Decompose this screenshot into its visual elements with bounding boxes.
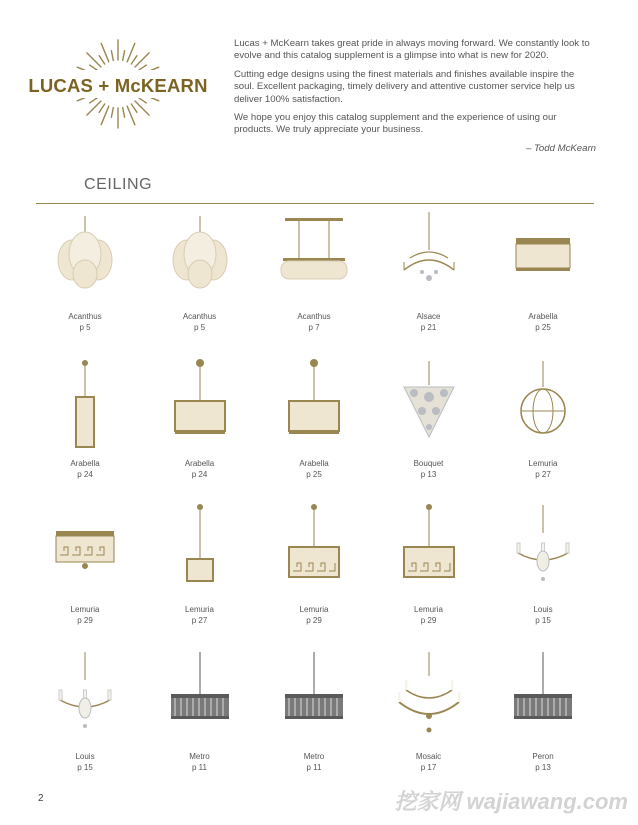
product-name: Arabella <box>184 458 215 468</box>
product-card <box>488 210 598 350</box>
product-page: p 27 <box>535 469 551 479</box>
product-card <box>488 503 598 643</box>
product-page: p 5 <box>79 323 91 332</box>
product-card <box>145 357 255 497</box>
product-card <box>30 650 140 790</box>
product-page: p 24 <box>191 469 208 479</box>
product-page: p 29 <box>306 616 322 625</box>
product-page: p 24 <box>77 469 93 479</box>
product-card <box>259 503 369 643</box>
product-page: p 13 <box>535 762 551 772</box>
product-name: Louis <box>533 605 553 614</box>
product-page: p 11 <box>306 762 322 772</box>
product-card <box>30 503 140 643</box>
product-card <box>145 210 255 350</box>
page-number: 2 <box>38 793 44 804</box>
product-card <box>145 650 255 790</box>
product-name: Lemuria <box>185 605 214 614</box>
product-name: Metro <box>303 751 325 761</box>
product-name: Lemuria <box>414 605 443 614</box>
product-name: Acanthus <box>182 312 217 321</box>
product-page: p 25 <box>306 469 322 479</box>
brand-logo <box>28 38 208 134</box>
product-card <box>374 210 484 350</box>
product-page: p 11 <box>192 762 207 772</box>
product-card <box>145 503 255 643</box>
product-name: Arabella <box>299 458 329 468</box>
product-page: p 15 <box>535 616 551 625</box>
product-card <box>259 357 369 497</box>
product-page: p 29 <box>420 616 437 625</box>
product-name: Lemuria <box>299 605 329 614</box>
section-title: CEILING <box>84 176 153 193</box>
product-page: p 25 <box>535 323 551 332</box>
section-divider <box>36 203 594 204</box>
product-card <box>488 650 598 790</box>
product-name: Alsace <box>416 312 441 321</box>
product-name: Louis <box>75 751 95 761</box>
product-card <box>30 357 140 497</box>
product-page: p 5 <box>193 323 206 332</box>
product-page: p 21 <box>420 323 437 332</box>
product-card <box>374 503 484 643</box>
signature: – Todd McKearn <box>525 142 596 154</box>
product-page: p 27 <box>191 616 208 625</box>
product-page: p 17 <box>420 762 437 772</box>
product-page: p 13 <box>420 469 437 479</box>
product-grid <box>30 210 600 790</box>
product-page: p 29 <box>77 616 93 625</box>
product-name: Acanthus <box>297 312 331 321</box>
product-name: Arabella <box>70 458 100 468</box>
product-card <box>374 650 484 790</box>
intro-paragraph: Lucas + McKearn takes great pride in always moving forward. We constantly look to evolve and this catalog supplement is a glimpse into what is new for 2020. <box>234 38 590 62</box>
product-page: p 7 <box>308 323 320 332</box>
brand-wordmark: LUCAS + McKEARN <box>28 75 208 96</box>
product-card <box>259 210 369 350</box>
product-name: Lemuria <box>528 458 558 468</box>
product-name: Arabella <box>528 312 558 321</box>
product-card <box>259 650 369 790</box>
product-name: Metro <box>189 751 210 761</box>
product-name: Bouquet <box>413 458 444 468</box>
product-name: Acanthus <box>68 312 102 321</box>
intro-text <box>234 38 596 155</box>
product-name: Lemuria <box>70 605 100 614</box>
product-card <box>374 357 484 497</box>
intro-paragraph: We hope you enjoy this catalog supplement and the experience of using our products. We truly appreciate your business. <box>234 112 557 136</box>
product-card <box>488 357 598 497</box>
product-card <box>30 210 140 350</box>
product-name: Peron <box>532 751 554 761</box>
intro-paragraph: Cutting edge designs using the finest materials and finishes available inspire the soul. Excellent packaging, timely delivery and attentive customer service help us deliver 100% satisfaction. <box>234 68 575 105</box>
product-page: p 15 <box>77 762 93 772</box>
product-name: Mosaic <box>415 751 442 761</box>
watermark: 挖家网 wajiawang.com <box>394 789 628 814</box>
